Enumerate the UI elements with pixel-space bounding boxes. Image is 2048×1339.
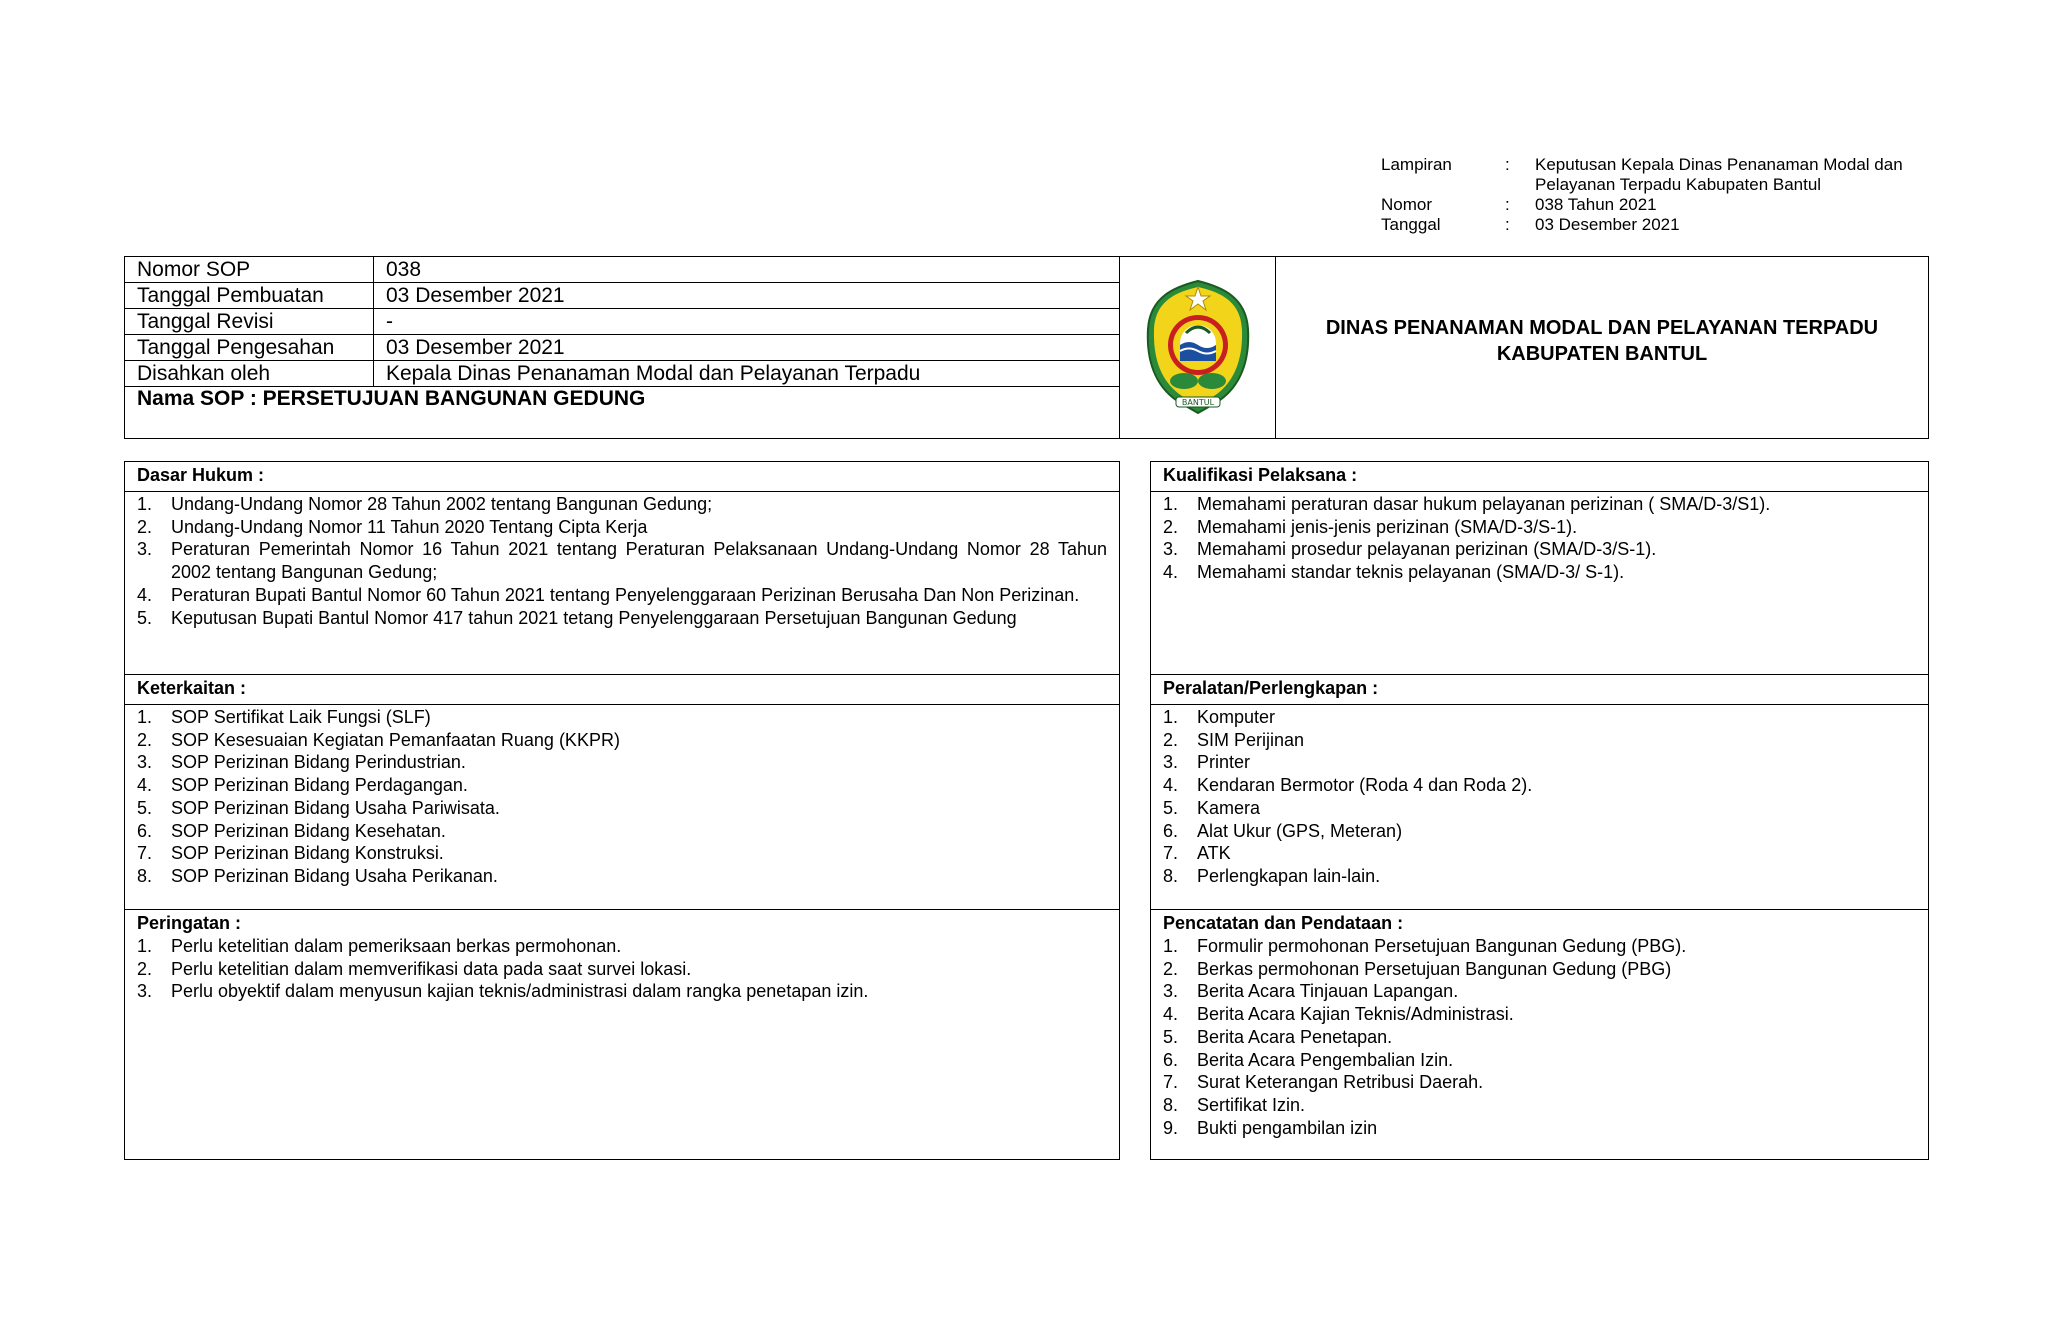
list-item <box>137 584 1107 607</box>
info-row <box>125 361 1119 387</box>
list-number: 3. <box>137 752 153 773</box>
info-value: 03 Desember 2021 <box>374 335 1120 361</box>
list-text: Berita Acara Kajian Teknis/Administrasi. <box>1197 1004 1514 1025</box>
nomor-colon: : <box>1505 195 1510 214</box>
list-number: 8. <box>1163 1094 1179 1115</box>
list-text: Alat Ukur (GPS, Meteran) <box>1197 820 1403 841</box>
list-text: Perlu ketelitian dalam memverifikasi data pada saat survei lokasi. <box>171 958 692 979</box>
list-text: Memahami peraturan dasar hukum pelayanan perizinan ( SMA/D-3/S1). <box>1197 494 1771 514</box>
list-item <box>137 774 1107 797</box>
info-label: Tanggal Pengesahan <box>125 335 374 361</box>
list-item <box>1163 820 1916 843</box>
list-text: SOP Perizinan Bidang Perdagangan. <box>171 775 468 796</box>
list-text: Berita Acara Tinjauan Lapangan. <box>1197 981 1459 1002</box>
list-number: 1. <box>137 936 153 956</box>
pencatatan-title: Pencatatan dan Pendataan : <box>1163 913 1404 933</box>
keterkaitan-list <box>137 706 1107 888</box>
list-item <box>1163 958 1916 981</box>
list-text: SOP Perizinan Bidang Usaha Pariwisata. <box>171 797 500 818</box>
list-item <box>1163 865 1916 888</box>
nomor-label: Nomor <box>1381 195 1433 214</box>
list-item <box>137 538 1107 583</box>
list-text: Berkas permohonan Persetujuan Bangunan Gedung (PBG) <box>1197 958 1672 979</box>
sop-info-table <box>125 257 1119 387</box>
tanggal-row <box>1381 215 1941 235</box>
info-row <box>125 309 1119 335</box>
list-number: 1. <box>1163 936 1179 956</box>
lampiran-value: Keputusan Kepala Dinas Penanaman Modal dan Pelayanan Terpadu Kabupaten Bantul <box>1535 155 1903 194</box>
agency-name <box>1276 257 1928 438</box>
list-number: 3. <box>1163 752 1179 773</box>
list-item <box>137 516 1107 539</box>
list-text: Keputusan Bupati Bantul Nomor 417 tahun 2021 tetang Penyelenggaraan Persetujuan Bangunan Gedung <box>171 607 1017 628</box>
list-number: 2. <box>137 516 153 537</box>
sop-name: Nama SOP : PERSETUJUAN BANGUNAN GEDUNG <box>137 387 646 410</box>
kualifikasi-list <box>1163 493 1916 584</box>
list-item <box>137 751 1107 774</box>
list-text: Perlu obyektif dalam menyusun kajian teknis/administrasi dalam rangka penetapan izin. <box>171 981 869 1002</box>
list-text: SOP Kesesuaian Kegiatan Pemanfaatan Ruang (KKPR) <box>171 729 620 750</box>
info-row <box>125 257 1119 283</box>
dasar-hukum-title: Dasar Hukum : <box>125 462 1119 492</box>
list-item <box>1163 1094 1916 1117</box>
info-value: 038 <box>374 257 1120 283</box>
nomor-value: 038 Tahun 2021 <box>1535 195 1657 214</box>
list-number: 3. <box>137 981 153 1002</box>
dasar-hukum-section <box>125 462 1119 674</box>
list-item <box>1163 935 1916 958</box>
list-number: 2. <box>137 958 153 979</box>
list-item <box>1163 797 1916 820</box>
nomor-row <box>1381 195 1941 215</box>
list-number: 7. <box>1163 1072 1179 1093</box>
right-column <box>1150 461 1929 1160</box>
list-number: 4. <box>1163 562 1179 583</box>
list-text: Bukti pengambilan izin <box>1197 1117 1378 1138</box>
list-number: 5. <box>1163 797 1179 818</box>
list-number: 2. <box>1163 958 1179 979</box>
keterkaitan-body <box>125 705 1119 888</box>
list-number: 5. <box>1163 1026 1179 1047</box>
list-number: 1. <box>137 494 153 514</box>
keterkaitan-section <box>125 674 1119 909</box>
list-number: 8. <box>137 865 153 886</box>
list-number: 7. <box>1163 843 1179 864</box>
list-item <box>1163 980 1916 1003</box>
list-item <box>137 607 1107 630</box>
list-text: SOP Perizinan Bidang Konstruksi. <box>171 843 444 864</box>
peringatan-body <box>125 934 1119 1003</box>
keterkaitan-title: Keterkaitan : <box>125 675 1119 705</box>
list-number: 4. <box>137 584 153 605</box>
list-text: Memahami standar teknis pelayanan (SMA/D-3/ S-1). <box>1197 562 1625 583</box>
list-item <box>1163 493 1916 516</box>
list-item <box>1163 516 1916 539</box>
list-item <box>1163 1003 1916 1026</box>
peralatan-section <box>1151 674 1928 909</box>
list-item <box>137 842 1107 865</box>
peringatan-section <box>125 909 1119 1159</box>
sop-header <box>124 256 1929 439</box>
tanggal-colon: : <box>1505 215 1510 234</box>
list-number: 3. <box>1163 539 1179 560</box>
left-column <box>124 461 1120 1160</box>
emblem-text: BANTUL <box>1181 397 1214 407</box>
list-item <box>1163 751 1916 774</box>
list-text: Formulir permohonan Persetujuan Bangunan Gedung (PBG). <box>1197 936 1687 956</box>
list-item <box>137 820 1107 843</box>
kabupaten-bantul-emblem-icon <box>1142 273 1254 423</box>
list-text: ATK <box>1197 843 1231 864</box>
list-item <box>137 729 1107 752</box>
list-number: 2. <box>1163 729 1179 750</box>
list-number: 9. <box>1163 1117 1179 1138</box>
list-text: Kamera <box>1197 797 1261 818</box>
list-text: Memahami jenis-jenis perizinan (SMA/D-3/S-1). <box>1197 516 1578 537</box>
info-value: - <box>374 309 1120 335</box>
peringatan-list <box>137 935 1107 1003</box>
list-item <box>1163 538 1916 561</box>
list-number: 3. <box>137 539 153 560</box>
pencatatan-list <box>1163 935 1916 1139</box>
list-number: 2. <box>137 729 153 750</box>
list-item <box>137 797 1107 820</box>
info-value: Kepala Dinas Penanaman Modal dan Pelayanan Terpadu <box>374 361 1120 387</box>
info-row <box>125 335 1119 361</box>
list-number: 1. <box>1163 494 1179 514</box>
list-number: 4. <box>1163 1004 1179 1025</box>
list-number: 5. <box>137 797 153 818</box>
agency-line-2: KABUPATEN BANTUL <box>1496 342 1708 365</box>
list-item <box>1163 561 1916 584</box>
list-text: Perlu ketelitian dalam pemeriksaan berkas permohonan. <box>171 936 622 956</box>
info-label: Nomor SOP <box>125 257 374 283</box>
list-text: Sertifikat Izin. <box>1197 1094 1306 1115</box>
list-text: Surat Keterangan Retribusi Daerah. <box>1197 1072 1484 1093</box>
peringatan-title: Peringatan : <box>137 913 242 933</box>
lampiran-colon: : <box>1505 155 1510 174</box>
list-text: Peraturan Bupati Bantul Nomor 60 Tahun 2021 tentang Penyelenggaraan Perizinan Berusaha Dan Non Perizinan. <box>171 584 1080 605</box>
info-label: Tanggal Pembuatan <box>125 283 374 309</box>
list-number: 1. <box>137 707 153 727</box>
list-text: Kendaran Bermotor (Roda 4 dan Roda 2). <box>1197 775 1533 796</box>
list-item <box>137 865 1107 888</box>
list-text: SIM Perijinan <box>1197 729 1305 750</box>
list-text: Komputer <box>1197 707 1276 727</box>
list-item <box>1163 729 1916 752</box>
list-item <box>1163 1049 1916 1072</box>
list-text: SOP Sertifikat Laik Fungsi (SLF) <box>171 707 431 727</box>
list-item <box>1163 1026 1916 1049</box>
list-text: Undang-Undang Nomor 28 Tahun 2002 tentang Bangunan Gedung; <box>171 494 713 514</box>
list-number: 2. <box>1163 516 1179 537</box>
list-item <box>137 493 1107 516</box>
list-text: SOP Perizinan Bidang Kesehatan. <box>171 820 446 841</box>
info-row <box>125 283 1119 309</box>
list-number: 4. <box>1163 775 1179 796</box>
tanggal-value: 03 Desember 2021 <box>1535 215 1680 234</box>
kualifikasi-body <box>1151 492 1928 584</box>
list-number: 6. <box>1163 820 1179 841</box>
lampiran-label: Lampiran <box>1381 155 1452 174</box>
list-text: Memahami prosedur pelayanan perizinan (SMA/D-3/S-1). <box>1197 539 1657 560</box>
list-item <box>1163 1071 1916 1094</box>
list-text: SOP Perizinan Bidang Usaha Perikanan. <box>171 865 498 886</box>
list-item <box>1163 1117 1916 1140</box>
pencatatan-section <box>1151 909 1928 1159</box>
list-item <box>137 706 1107 729</box>
lampiran-block <box>1381 155 1941 235</box>
list-text: Perlengkapan lain-lain. <box>1197 865 1381 886</box>
list-item <box>1163 706 1916 729</box>
list-number: 6. <box>137 820 153 841</box>
list-item <box>137 980 1107 1003</box>
pencatatan-body <box>1151 934 1928 1139</box>
list-number: 5. <box>137 607 153 628</box>
list-text: Berita Acara Pengembalian Izin. <box>1197 1049 1454 1070</box>
list-text: Berita Acara Penetapan. <box>1197 1026 1393 1047</box>
kualifikasi-section <box>1151 462 1928 674</box>
list-item <box>1163 774 1916 797</box>
peralatan-title: Peralatan/Perlengkapan : <box>1151 675 1928 705</box>
list-item <box>1163 842 1916 865</box>
list-number: 7. <box>137 843 153 864</box>
tanggal-label: Tanggal <box>1381 215 1441 234</box>
list-number: 1. <box>1163 707 1179 727</box>
dasar-hukum-body <box>125 492 1119 629</box>
agency-line-1: DINAS PENANAMAN MODAL DAN PELAYANAN TERPADU <box>1325 316 1879 339</box>
list-text: Peraturan Pemerintah Nomor 16 Tahun 2021 tentang Peraturan Pelaksanaan Undang-Undang Nomor 28 Tahun 2002 tentang Bangunan Gedung; <box>171 539 1107 583</box>
list-number: 6. <box>1163 1049 1179 1070</box>
dasar-hukum-list <box>137 493 1107 629</box>
list-number: 8. <box>1163 865 1179 886</box>
list-number: 4. <box>137 775 153 796</box>
list-item <box>137 958 1107 981</box>
list-item <box>137 935 1107 958</box>
list-text: SOP Perizinan Bidang Perindustrian. <box>171 752 466 773</box>
list-text: Printer <box>1197 752 1251 773</box>
info-value: 03 Desember 2021 <box>374 283 1120 309</box>
info-label: Tanggal Revisi <box>125 309 374 335</box>
logo-cell <box>1119 257 1276 438</box>
kualifikasi-title: Kualifikasi Pelaksana : <box>1151 462 1928 492</box>
peralatan-list <box>1163 706 1916 888</box>
info-label: Disahkan oleh <box>125 361 374 387</box>
lampiran-row <box>1381 155 1941 195</box>
list-number: 3. <box>1163 981 1179 1002</box>
peralatan-body <box>1151 705 1928 888</box>
list-text: Undang-Undang Nomor 11 Tahun 2020 Tentang Cipta Kerja <box>171 516 648 537</box>
